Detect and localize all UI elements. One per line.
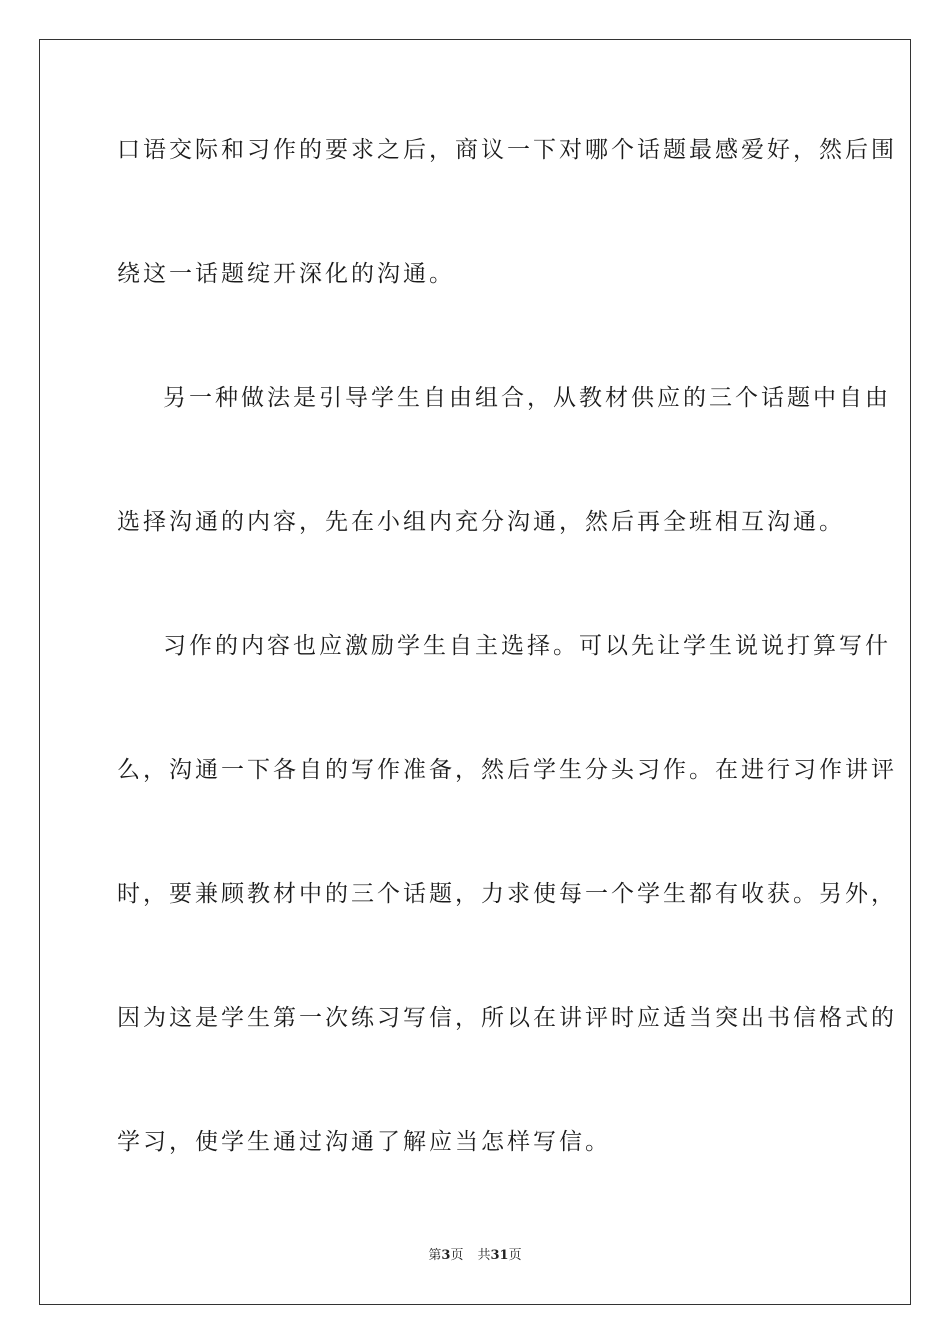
page-suffix: 页 [450,1248,464,1263]
page-border [39,39,911,1305]
total-prefix: 共 [477,1248,491,1263]
text-line: 因为这是学生第一次练习写信，所以在讲评时应适当突出书信格式的 [117,1005,897,1031]
page-prefix: 第 [428,1248,442,1263]
text-line: 口语交际和习作的要求之后，商议一下对哪个话题最感爱好，然后围 [117,137,897,163]
text-line: 绕这一话题绽开深化的沟通。 [117,261,455,287]
text-line: 时，要兼顾教材中的三个话题，力求使每一个学生都有收获。另外， [117,881,897,907]
text-line: 学习，使学生通过沟通了解应当怎样写信。 [117,1129,611,1155]
text-line: 么，沟通一下各自的写作准备，然后学生分头习作。在进行习作讲评 [117,757,897,783]
page-footer [0,1248,950,1264]
total-suffix: 页 [508,1248,522,1263]
text-line: 选择沟通的内容，先在小组内充分沟通，然后再全班相互沟通。 [117,509,845,535]
total-pages: 31 [490,1248,509,1263]
page-number: 3 [441,1248,451,1263]
paragraph-start-line: 另一种做法是引导学生自由组合，从教材供应的三个话题中自由 [163,385,891,411]
paragraph-start-line: 习作的内容也应激励学生自主选择。可以先让学生说说打算写什 [163,633,891,659]
